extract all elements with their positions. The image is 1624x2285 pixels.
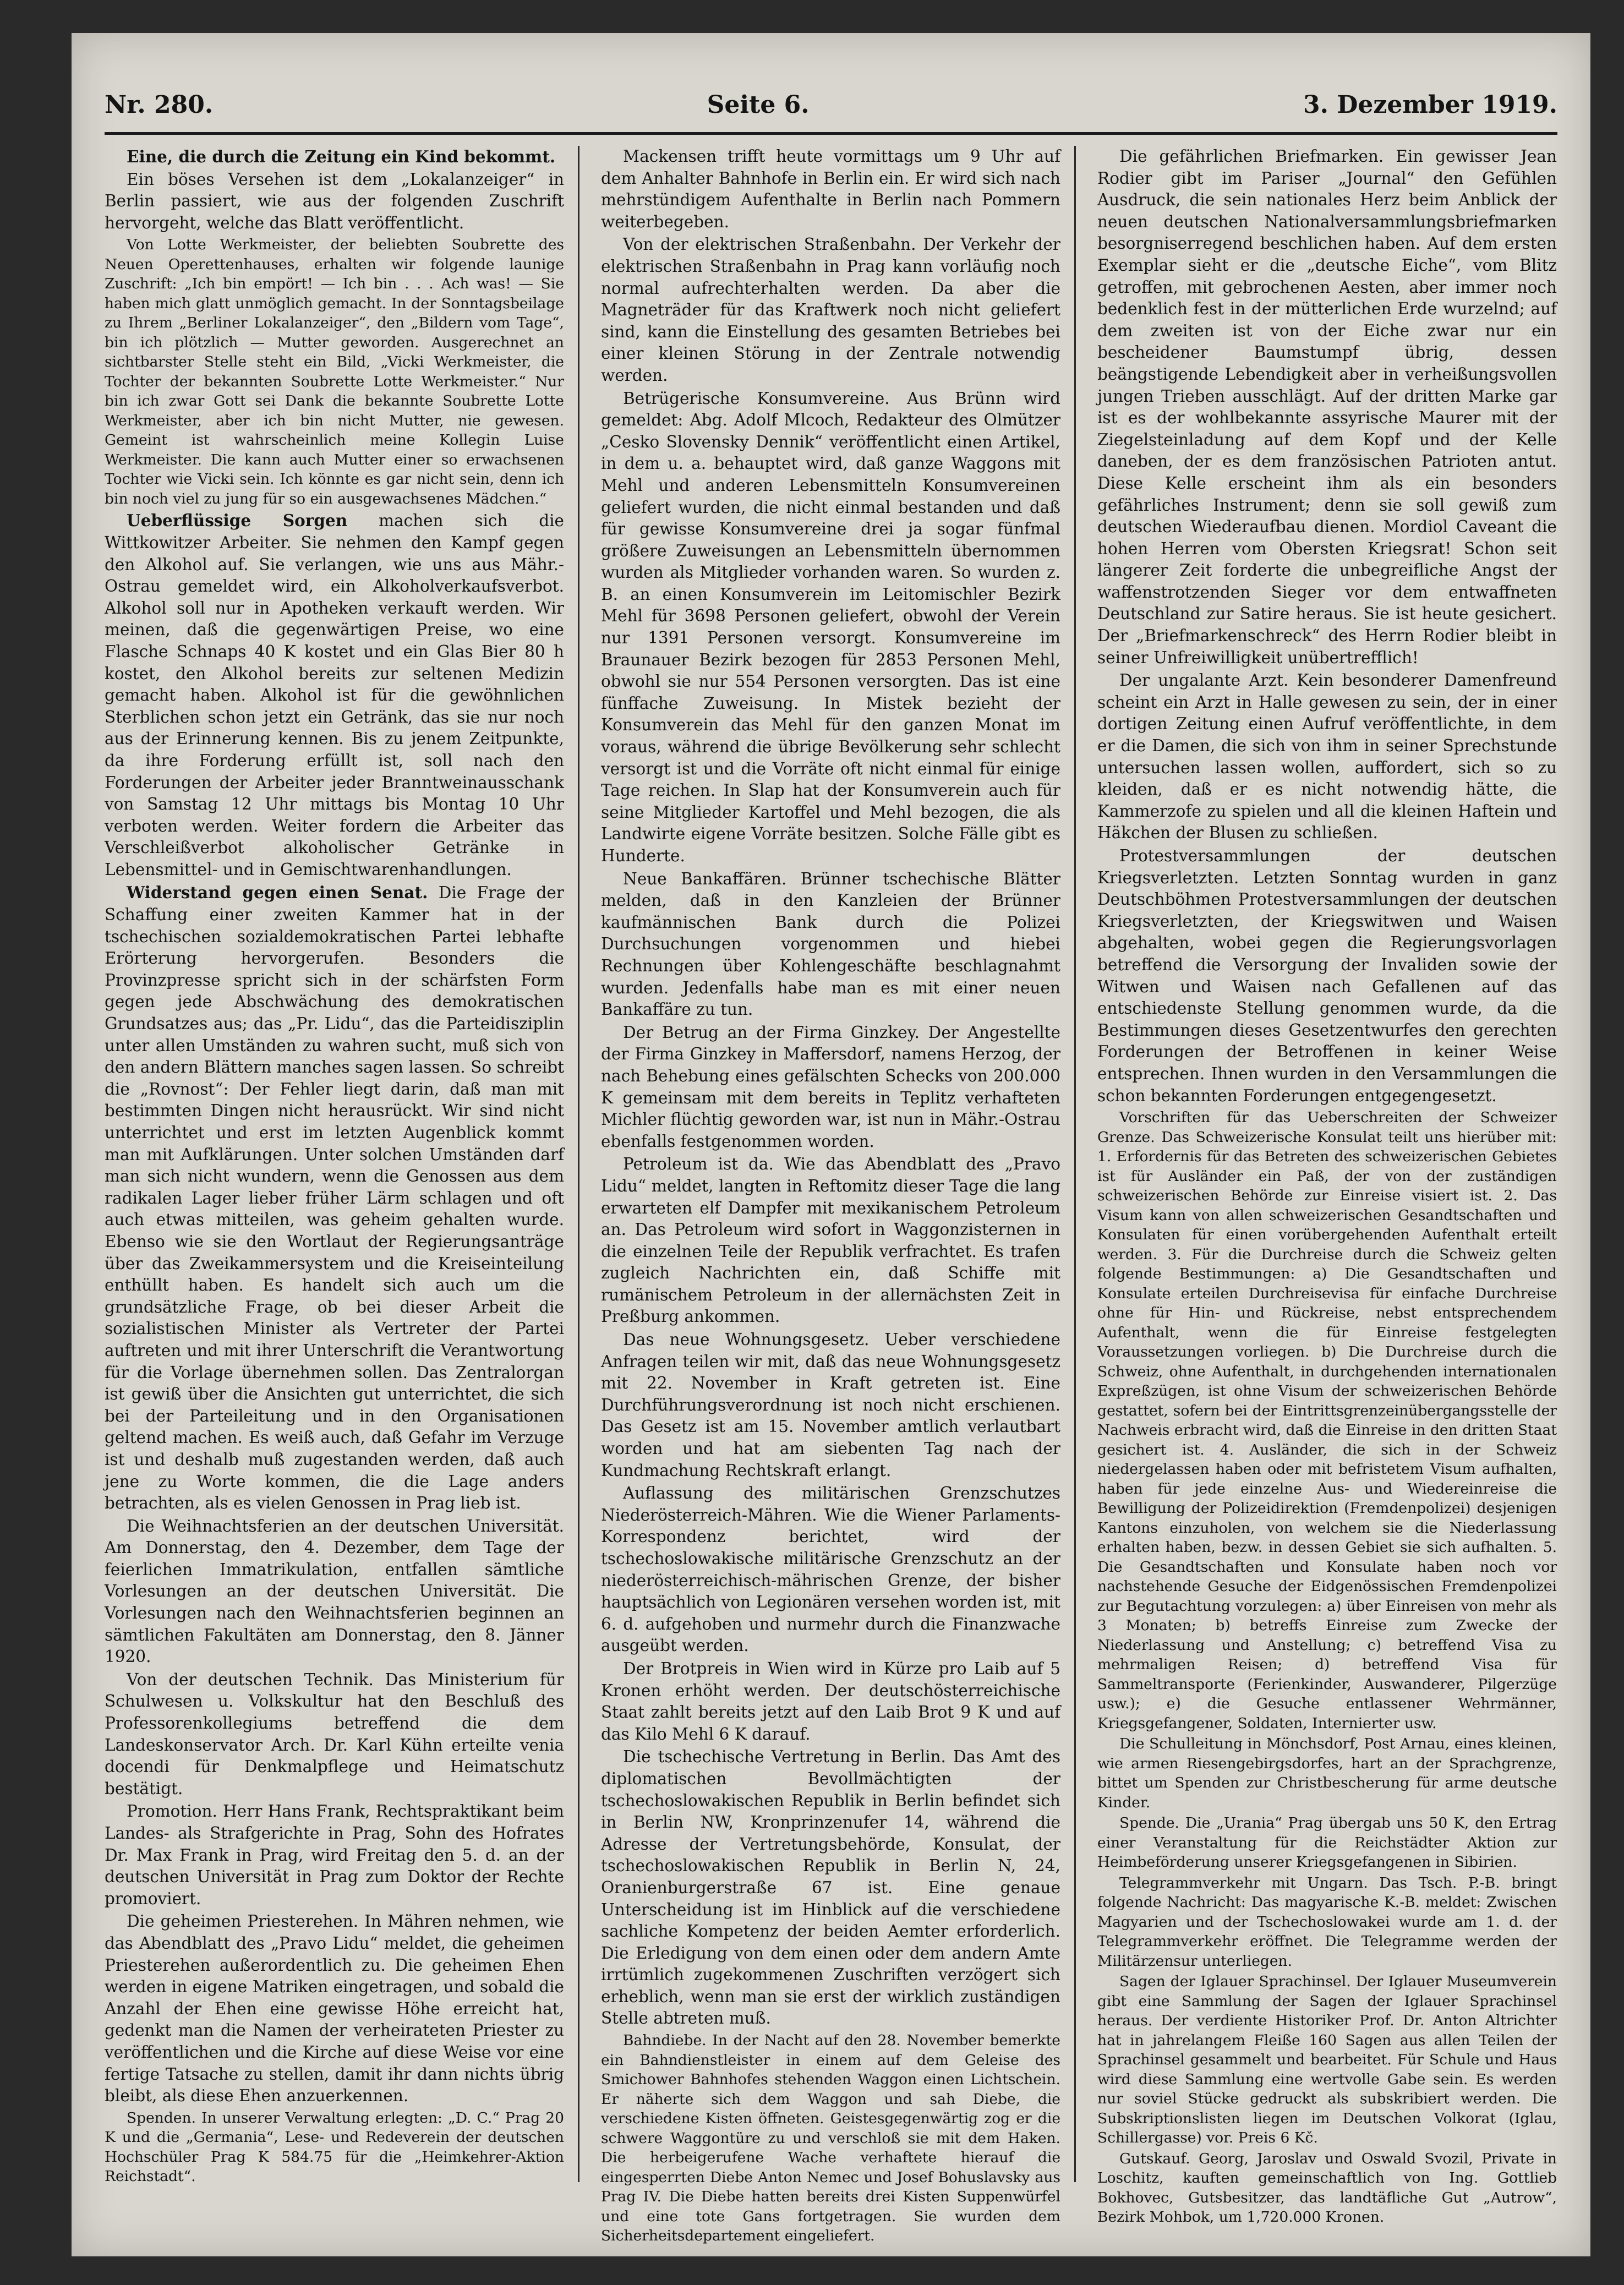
article-text: Der ungalante Arzt. Kein besonderer Damenfreund scheint ein Arzt in Halle gewesen zu sein, der in einer dortigen Zeitung einen Aufruf veröffentlichte, in dem er die Damen, die sich von ihm in seiner Sprechstunde untersuchen lassen wollen, auffordert, sich so zu kleiden, daß er es nicht notwendig hätte, die Kammerzofe zu spielen und all die kleinen Haftein und Häkchen der Blusen zu schließen.: [1097, 671, 1557, 843]
article-text: Petroleum ist da. Wie das Abendblatt des „Pravo Lidu“ meldet, langten in Reftomitz dieser Tage die lang erwarteten elf Dampfer mit mexikanischem Petroleum an. Das Petroleum wird sofort in Waggonzisternen in die einzelnen Teile der Republik verfrachtet. Es trafen zugleich Nachrichten ein, daß Schiffe mit rumänischem Petroleum in der allernächsten Zeit in Preßburg ankommen.: [601, 1155, 1060, 1326]
article-quote: Von Lotte Werkmeister, der beliebten Soubrette des Neuen Operettenhauses, erhalten wir folgende launige Zuschrift: „Ich bin empört! — Ich bin . . . Ach was! — Sie haben mich glatt unmöglich gemacht. In der Sonntagsbeilage zu Ihrem „Berliner Lokalanzeiger“, den „Bildern vom Tage“, bin ich plötzlich — Mutter geworden. Ausgerechnet an sichtbarster Stelle steht ein Bild, „Vicki Werkmeister, die Tochter der bekannten Soubrette Lotte Werkmeister.“ Nur bin ich zwar Gott sei Dank die bekannte Soubrette Lotte Werkmeister, aber ich bin nicht Mutter, nie gewesen. Gemeint ist wahrscheinlich meine Kollegin Luise Werkmeister. Die kann auch Mutter einer so erwachsenen Tochter wie Vicki sein. Ich könnte es gar nicht sein, denn ich bin noch viel zu jung für so ein ausgewachsenes Mädchen.“: [105, 236, 564, 507]
article-text: Ein böses Versehen ist dem „Lokalanzeiger“ in Berlin passiert, wie aus der folgenden Zuschrift hervorgeht, welche das Blatt veröffentlicht.: [105, 170, 564, 232]
article-text: Spenden. In unserer Verwaltung erlegten: „D. C.“ Prag 20 K und die „Germania“, Lese- und Redeverein der deutschen Hochschüler Prag K 584.75 für die „Heimkehrer-Aktion Reichstadt“.: [105, 2109, 564, 2185]
column-1: [105, 146, 564, 2204]
article-heading: Eine, die durch die Zeitung ein Kind bekommt.: [127, 147, 556, 166]
article-text: Die gefährlichen Briefmarken. Ein gewisser Jean Rodier gibt im Pariser „Journal“ den Gefühlen Ausdruck, die sein nationales Herz beim Anblick der neuen deutschen Nationalversammlungsbriefmarken besorgniserregend beschlichen haben. Auf dem ersten Exemplar sieht er die „deutsche Eiche“, vom Blitz getroffen, mit gebrochenen Aesten, aber immer noch bedenklich fest in der mütterlichen Erde wurzelnd; auf dem zweiten ist von der Eiche zwar nur ein bescheidener Baumstumpf übrig, dessen beängstigende Lebendigkeit aber in verheißungsvollen jungen Trieben ausschlägt. Auf der dritten Marke gar ist es der wohlbekannte assyrische Maurer mit der Ziegelsteinladung auf dem Kopf und der Kelle daneben, der es dem französischen Patrioten antut. Diese Kelle erscheint ihm als ein besonders gefährliches Instrument; denn sie soll gewiß zum deutschen Wiederaufbau dienen. Mordiol Caveant die hohen Herren vom Obersten Kriegsrat! Schon seit längerer Zeit forderte die unbegreifliche Angst der waffenstrotzenden Sieger vor dem entwaffneten Deutschland zur Satire heraus. Sie ist heute gesichert. Der „Briefmarkenschreck“ des Herrn Rodier bleibt in seiner Unfreiwilligkeit unübertrefflich!: [1097, 147, 1557, 667]
article-text: Telegrammverkehr mit Ungarn. Das Tsch. P.-B. bringt folgende Nachricht: Das magyarische K.-B. meldet: Zwischen Magyarien und der Tschechoslowakei wurde am 1. d. der Telegrammverkehr eröffnet. Die Telegramme werden der Militärzensur unterliegen.: [1097, 1874, 1557, 1970]
article-text: Neue Bankaffären. Brünner tschechische Blätter melden, daß in den Kanzleien der Brünner kaufmännischen Bank durch die Polizei Durchsuchungen vorgenommen und hiebei Rechnungen über Kohlengeschäfte beschlagnahmt wurden. Jedenfalls habe man es mit einer neuen Bankaffäre zu tun.: [601, 869, 1060, 1019]
article-text: Die tschechische Vertretung in Berlin. Das Amt des diplomatischen Bevollmächtigten der tschechoslowakischen Republik in Berlin befindet sich in Berlin NW, Kronprinzenufer 14, während die Adresse der Vertretungsbehörde, Konsulat, der tschechoslowakischen Republik in Berlin N, 24, Oranienburgerstraße 67 ist. Eine genaue Unterscheidung ist im Hinblick auf die verschiedene sachliche Kompetenz der beiden Aemter erforderlich. Die Erledigung von dem einen oder dem andern Amte irrtümlich zugekommenen Zuschriften verzögert sich erheblich, wenn man sie erst der wirklich zuständigen Stelle abtreten muß.: [601, 1747, 1060, 2028]
article-body: machen sich die Wittkowitzer Arbeiter. Sie nehmen den Kampf gegen den Alkohol auf. Sie verlangen, wie uns aus Mähr.-Ostrau gemeldet wird, ein Alkoholverkaufsverbot. Alkohol soll nur in Apotheken verkauft werden. Wir meinen, daß die gegenwärtigen Preise, wo eine Flasche Schnaps 40 K kostet und ein Glas Bier 80 h kostet, den Alkohol bereits zur seltenen Medizin gemacht haben. Alkohol ist für die gewöhnlichen Sterblichen schon jetzt ein Getränk, das sie nur noch aus der Erinnerung kennen. Bis zu jenem Zeitpunkte, da ihre Forderung erfüllt ist, soll nach den Forderungen der Arbeiter jeder Branntweinausschank von Samstag 12 Uhr mittags bis Montag 10 Uhr verboten werden. Weiter fordern die Arbeiter das Verschleißverbot alkoholischer Getränke in Lebensmittel- und in Gemischtwarenhandlungen.: [105, 511, 564, 879]
issue-number: Nr. 280.: [105, 90, 214, 119]
article-heading: Ueberflüssige Sorgen: [127, 511, 348, 531]
article-text: [105, 882, 564, 1514]
article-text: Die geheimen Priesterehen. In Mähren nehmen, wie das Abendblatt des „Pravo Lidu“ meldet, die geheimen Priesterehen außerordentlich zu. Die geheimen Ehen werden in eigene Matriken eingetragen, und sobald die Anzahl der Ehen eine gewisse Höhe erreicht hat, gedenkt man die Namen der verheirateten Priester zu veröffentlichen und die Kirche auf diese Weise vor eine fertige Tatsache zu stellen, damit ihr dann nichts übrig bleibt, als diese Ehen anzuerkennen.: [105, 1912, 564, 2106]
article-text: Protestversammlungen der deutschen Kriegsverletzten. Letzten Sonntag wurden in ganz Deutschböhmen Protestversammlungen der deutschen Kriegsverletzten, der Kriegswitwen und Waisen abgehalten, wobei gegen die Regierungsvorlagen betreffend die Versorgung der Invaliden sowie der Witwen und Waisen nach Gefallenen auf das entschiedenste Stellung genommen wurde, da die Bestimmungen dieses Gesetzentwurfes den gerechten Forderungen der Betroffenen in keiner Weise entsprechen. Ihnen wurden in den Versammlungen die schon bekannten Forderungen entgegengesetzt.: [1097, 846, 1557, 1105]
article-body: Die Frage der Schaffung einer zweiten Kammer hat in der tschechischen sozialdemokratischen Partei lebhafte Erörterung hervorgerufen. Besonders die Provinzpresse spricht sich in der schärfsten Form gegen jede Abschwächung des demokratischen Grundsatzes aus; das „Pr. Lidu“, das die Parteidisziplin unter allen Umständen zu wahren sucht, muß sich von den andern Blättern manches sagen lassen. So schreibt die „Rovnost“: Der Fehler liegt darin, daß man mit bestimmten Dingen nicht herausrückt. Wir sind nicht unterrichtet und erst im letzten Augenblick kommt man mit Aufklärungen. Unter solchen Umständen darf man sich nicht wundern, wenn die Genossen aus dem radikalen Lager lieber früher Lärm schlagen und oft auch etwas mitteilen, was geheim gehalten wurde. Ebenso wie sie den Wortlaut der Regierungsanträge über das Zweikammersystem und die Kreiseinteilung enthüllt haben. Es handelt sich auch um die grundsätzliche Frage, ob bei dieser Arbeit die sozialistischen Minister als Vertreter der Partei auftreten und mit ihrer Unterschrift die Verantwortung für die Vorlage übernehmen sollen. Das Zentralorgan ist gewiß über die Ansichten gut unterrichtet, die sich bei der Parteileitung und in den Organisationen geltend machen. Es weiß auch, daß Gefahr im Verzuge ist und deshalb muß zugestanden werden, daß auch jene zu Worte kommen, die die Lage anders betrachten, als es vielen Genossen in Prag lieb ist.: [105, 883, 564, 1513]
article-text: Bahndiebe. In der Nacht auf den 28. November bemerkte ein Bahndienstleister in einem auf dem Geleise des Smichower Bahnhofes stehenden Waggon einen Lichtschein. Er näherte sich dem Waggon und sah Diebe, die verschiedene Kisten öffneten. Geistesgegenwärtig zog er die schwere Waggontüre zu und verschloß sie mit dem Haken. Die herbeigerufene Wache verhaftete hierauf die eingesperrten Diebe Anton Nemec und Josef Bohuslavsky aus Prag IV. Die Diebe hatten bereits drei Kisten Suppenwürfel und eine tote Gans fortgetragen. Sie wurden dem Sicherheitsdepartement eingeliefert.: [601, 2032, 1060, 2245]
article-text: Betrügerische Konsumvereine. Aus Brünn wird gemeldet: Abg. Adolf Mlcoch, Redakteur des Olmützer „Cesko Slovensky Dennik“ veröffentlicht einen Artikel, in dem u. a. behauptet wird, daß ganze Waggons mit Mehl und anderen Lebensmitteln Konsumvereinen geliefert wurden, die nicht einmal bestanden und daß für gewisse Konsumvereine drei ja sogar fünfmal größere Zuweisungen an Lebensmitteln übernommen wurden als Mitglieder vorhanden waren. So wurden z. B. an einen Konsumverein im Leitomischler Bezirk Mehl für 3698 Personen geliefert, obwohl der Verein nur 1391 Personen versorgt. Konsumvereine im Braunauer Bezirk bezogen für 2853 Personen Mehl, obwohl sie nur 554 Personen versorgten. Das ist eine fünffache Zuweisung. In Mistek bezieht der Konsumverein das Mehl für den ganzen Monat im voraus, während die übrige Bevölkerung sehr schlecht versorgt ist und die Vorräte oft nicht einmal für einige Tage reichen. In Slap hat der Konsumverein auch für seine Mitglieder Kartoffel und Mehl bezogen, die als Landwirte eigene Vorräte besitzen. Solche Fälle gibt es Hunderte.: [601, 389, 1060, 865]
column-3: [1097, 146, 1557, 2226]
article-text: [105, 510, 564, 881]
header-rule: [105, 132, 1557, 135]
article-text: Gutskauf. Georg, Jaroslav und Oswald Svozil, Private in Loschitz, kauften gemeinschaftlich von Ing. Gottlieb Bokhovec, Gutsbesitzer, das landtäfliche Gut „Autrow“, Bezirk Mohbok, um 1,720.000 Kronen.: [1097, 2150, 1557, 2226]
article-heading: Widerstand gegen einen Senat.: [127, 883, 428, 903]
article-text: Der Betrug an der Firma Ginzkey. Der Angestellte der Firma Ginzkey in Maffersdorf, namens Herzog, der nach Behebung eines gefälschten Schecks von 200.000 K gemeinsam mit dem bereits in Teplitz verhafteten Michler flüchtig geworden war, ist nun in Mähr.-Ostrau ebenfalls festgenommen worden.: [601, 1023, 1060, 1151]
article-text: Auflassung des militärischen Grenzschutzes Niederösterreich-Mähren. Wie die Wiener Parlaments-Korrespondenz berichtet, wird der tschechoslowakische militärische Grenzschutz an der niederösterreichisch-mährischen Grenze, der bisher hauptsächlich von Legionären versehen worden ist, mit 6. d. aufgehoben und nurmehr durch die Finanzwache ausgeübt werden.: [601, 1484, 1060, 1655]
article-text: Die Schulleitung in Mönchsdorf, Post Arnau, eines kleinen, wie armen Riesengebirgsdorfes, hart an der Sprachgrenze, bittet um Spenden zur Christbescherung für arme deutsche Kinder.: [1097, 1735, 1557, 1811]
article-text: Spende. Die „Urania“ Prag übergab uns 50 K, den Ertrag einer Veranstaltung für die Reichstädter Aktion zur Heimbeförderung unserer Kriegsgefangenen in Sibirien.: [1097, 1814, 1557, 1871]
page-header: [105, 85, 1557, 124]
article-text: Sagen der Iglauer Sprachinsel. Der Iglauer Museumverein gibt eine Sammlung der Sagen der Iglauer Sprachinsel heraus. Der verdiente Historiker Prof. Dr. Anton Altrichter hat in jahrelangem Fleiße 160 Sagen aus allen Teilen der Sprachinsel gesammelt und bearbeitet. Für Schule und Haus wird diese Sammlung eine wertvolle Gabe sein. Es werden nur soviel Stücke gedruckt als subskribiert werden. Die Subskriptionslisten liegen im Deutschen Volkorat (Iglau, Schillergasse) vor. Preis 6 Kč.: [1097, 1973, 1557, 2147]
article-text: Mackensen trifft heute vormittags um 9 Uhr auf dem Anhalter Bahnhofe in Berlin ein. Er wird sich nach mehrstündigem Aufenthalte in Berlin nach Pommern weiterbegeben.: [601, 147, 1060, 231]
article-text: Das neue Wohnungsgesetz. Ueber verschiedene Anfragen teilen wir mit, daß das neue Wohnungsgesetz mit 22. November in Kraft getreten ist. Eine Durchführungsverordnung ist noch nicht erschienen. Das Gesetz ist am 15. November amtlich verlautbart worden und hat am siebenten Tag nach der Kundmachung Rechtskraft erlangt.: [601, 1330, 1060, 1480]
article-text: Von der elektrischen Straßenbahn. Der Verkehr der elektrischen Straßenbahn in Prag kann vorläufig noch normal aufrechterhalten werden. Da aber die Magneträder für das Kraftwerk noch nicht geliefert sind, kann die Einstellung des gesamten Betriebes bei einer kleinen Störung in der Zentrale notwendig werden.: [601, 235, 1060, 385]
column-divider: [1074, 146, 1076, 2182]
article-text: Die Weihnachtsferien an der deutschen Universität. Am Donnerstag, den 4. Dezember, dem Tage der feierlichen Immatrikulation, entfallen sämtliche Vorlesungen an der deutschen Universität. Die Vorlesungen nach den Weihnachtsferien beginnen an sämtlichen Fakultäten am Donnerstag, den 8. Jänner 1920.: [105, 1516, 564, 1666]
article-text: Vorschriften für das Ueberschreiten der Schweizer Grenze. Das Schweizerische Konsulat teilt uns hierüber mit: 1. Erfordernis für das Betreten des schweizerischen Gebietes ist für Ausländer ein Paß, der von der zuständigen schweizerischen Behörde zur Einreise visiert ist. 2. Das Visum kann von allen schweizerischen Gesandtschaften und Konsulaten für einen vorübergehenden Aufenthalt erteilt werden. 3. Für die Durchreise durch die Schweiz gelten folgende Bestimmungen: a) Die Gesandtschaften und Konsulate erteilen Durchreisevisa für einfache Durchreise ohne für Hin- und Rückreise, nebst entsprechendem Aufenthalt, wenn die für Einreise festgelegten Voraussetzungen vorliegen. b) Die Durchreise durch die Schweiz, ohne Aufenthalt, in durchgehenden internationalen Expreßzügen, ist ohne Visum der schweizerischen Behörde gestattet, sofern bei der Eintrittsgrenzeinübergangsstelle der Nachweis erbracht wird, daß die Einreise in den dritten Staat gesichert ist. 4. Ausländer, die sich in der Schweiz niedergelassen haben oder mit befristetem Visum aufhalten, haben für jede einzelne Aus- und Wiedereinreise die Bewilligung der Polizeidirektion (Fremdenpolizei) desjenigen Kantons einzuholen, von welchem sie die Niederlassung erhalten haben, bezw. in dessen Gebiet sie sich aufhalten. 5. Die Gesandtschaften und Konsulate haben noch vor nachstehende Gesuche der Eidgenössischen Fremdenpolizei zur Begutachtung vorzulegen: a) über Einreisen von mehr als 3 Monaten; b) betreffs Einreise zum Zwecke der Niederlassung und Anstellung; c) betreffend Visa zu mehrmaligen Reisen; d) betreffend Visa für Sammeltransporte (Ferienkinder, Auswanderer, Pilgerzüge usw.); e) die Gesuche entlassener Wehrmänner, Kriegsgefangener, Soldaten, Internierter usw.: [1097, 1109, 1557, 1732]
article-text: Promotion. Herr Hans Frank, Rechtspraktikant beim Landes- als Strafgerichte in Prag, Sohn des Hofrates Dr. Max Frank in Prag, wird Freitag den 5. d. an der deutschen Universität in Prag zum Doktor der Rechte promoviert.: [105, 1802, 564, 1908]
article-text: Von der deutschen Technik. Das Ministerium für Schulwesen u. Volkskultur hat den Beschluß des Professorenkollegiums betreffend die dem Landeskonservator Arch. Dr. Karl Kühn erteilte venia docendi für Denkmalpflege und Heimatschutz bestätigt.: [105, 1670, 564, 1798]
column-divider: [578, 146, 579, 2182]
issue-date: 3. Dezember 1919.: [1303, 90, 1557, 119]
page-number: Seite 6.: [707, 90, 810, 119]
column-2: [601, 146, 1060, 2245]
article-text: Der Brotpreis in Wien wird in Kürze pro Laib auf 5 Kronen erhöht werden. Der deutschösterreichische Staat zahlt bereits jetzt auf den Laib Brot 9 K und auf das Kilo Mehl 6 K darauf.: [601, 1659, 1060, 1743]
newspaper-page: [72, 33, 1590, 2256]
